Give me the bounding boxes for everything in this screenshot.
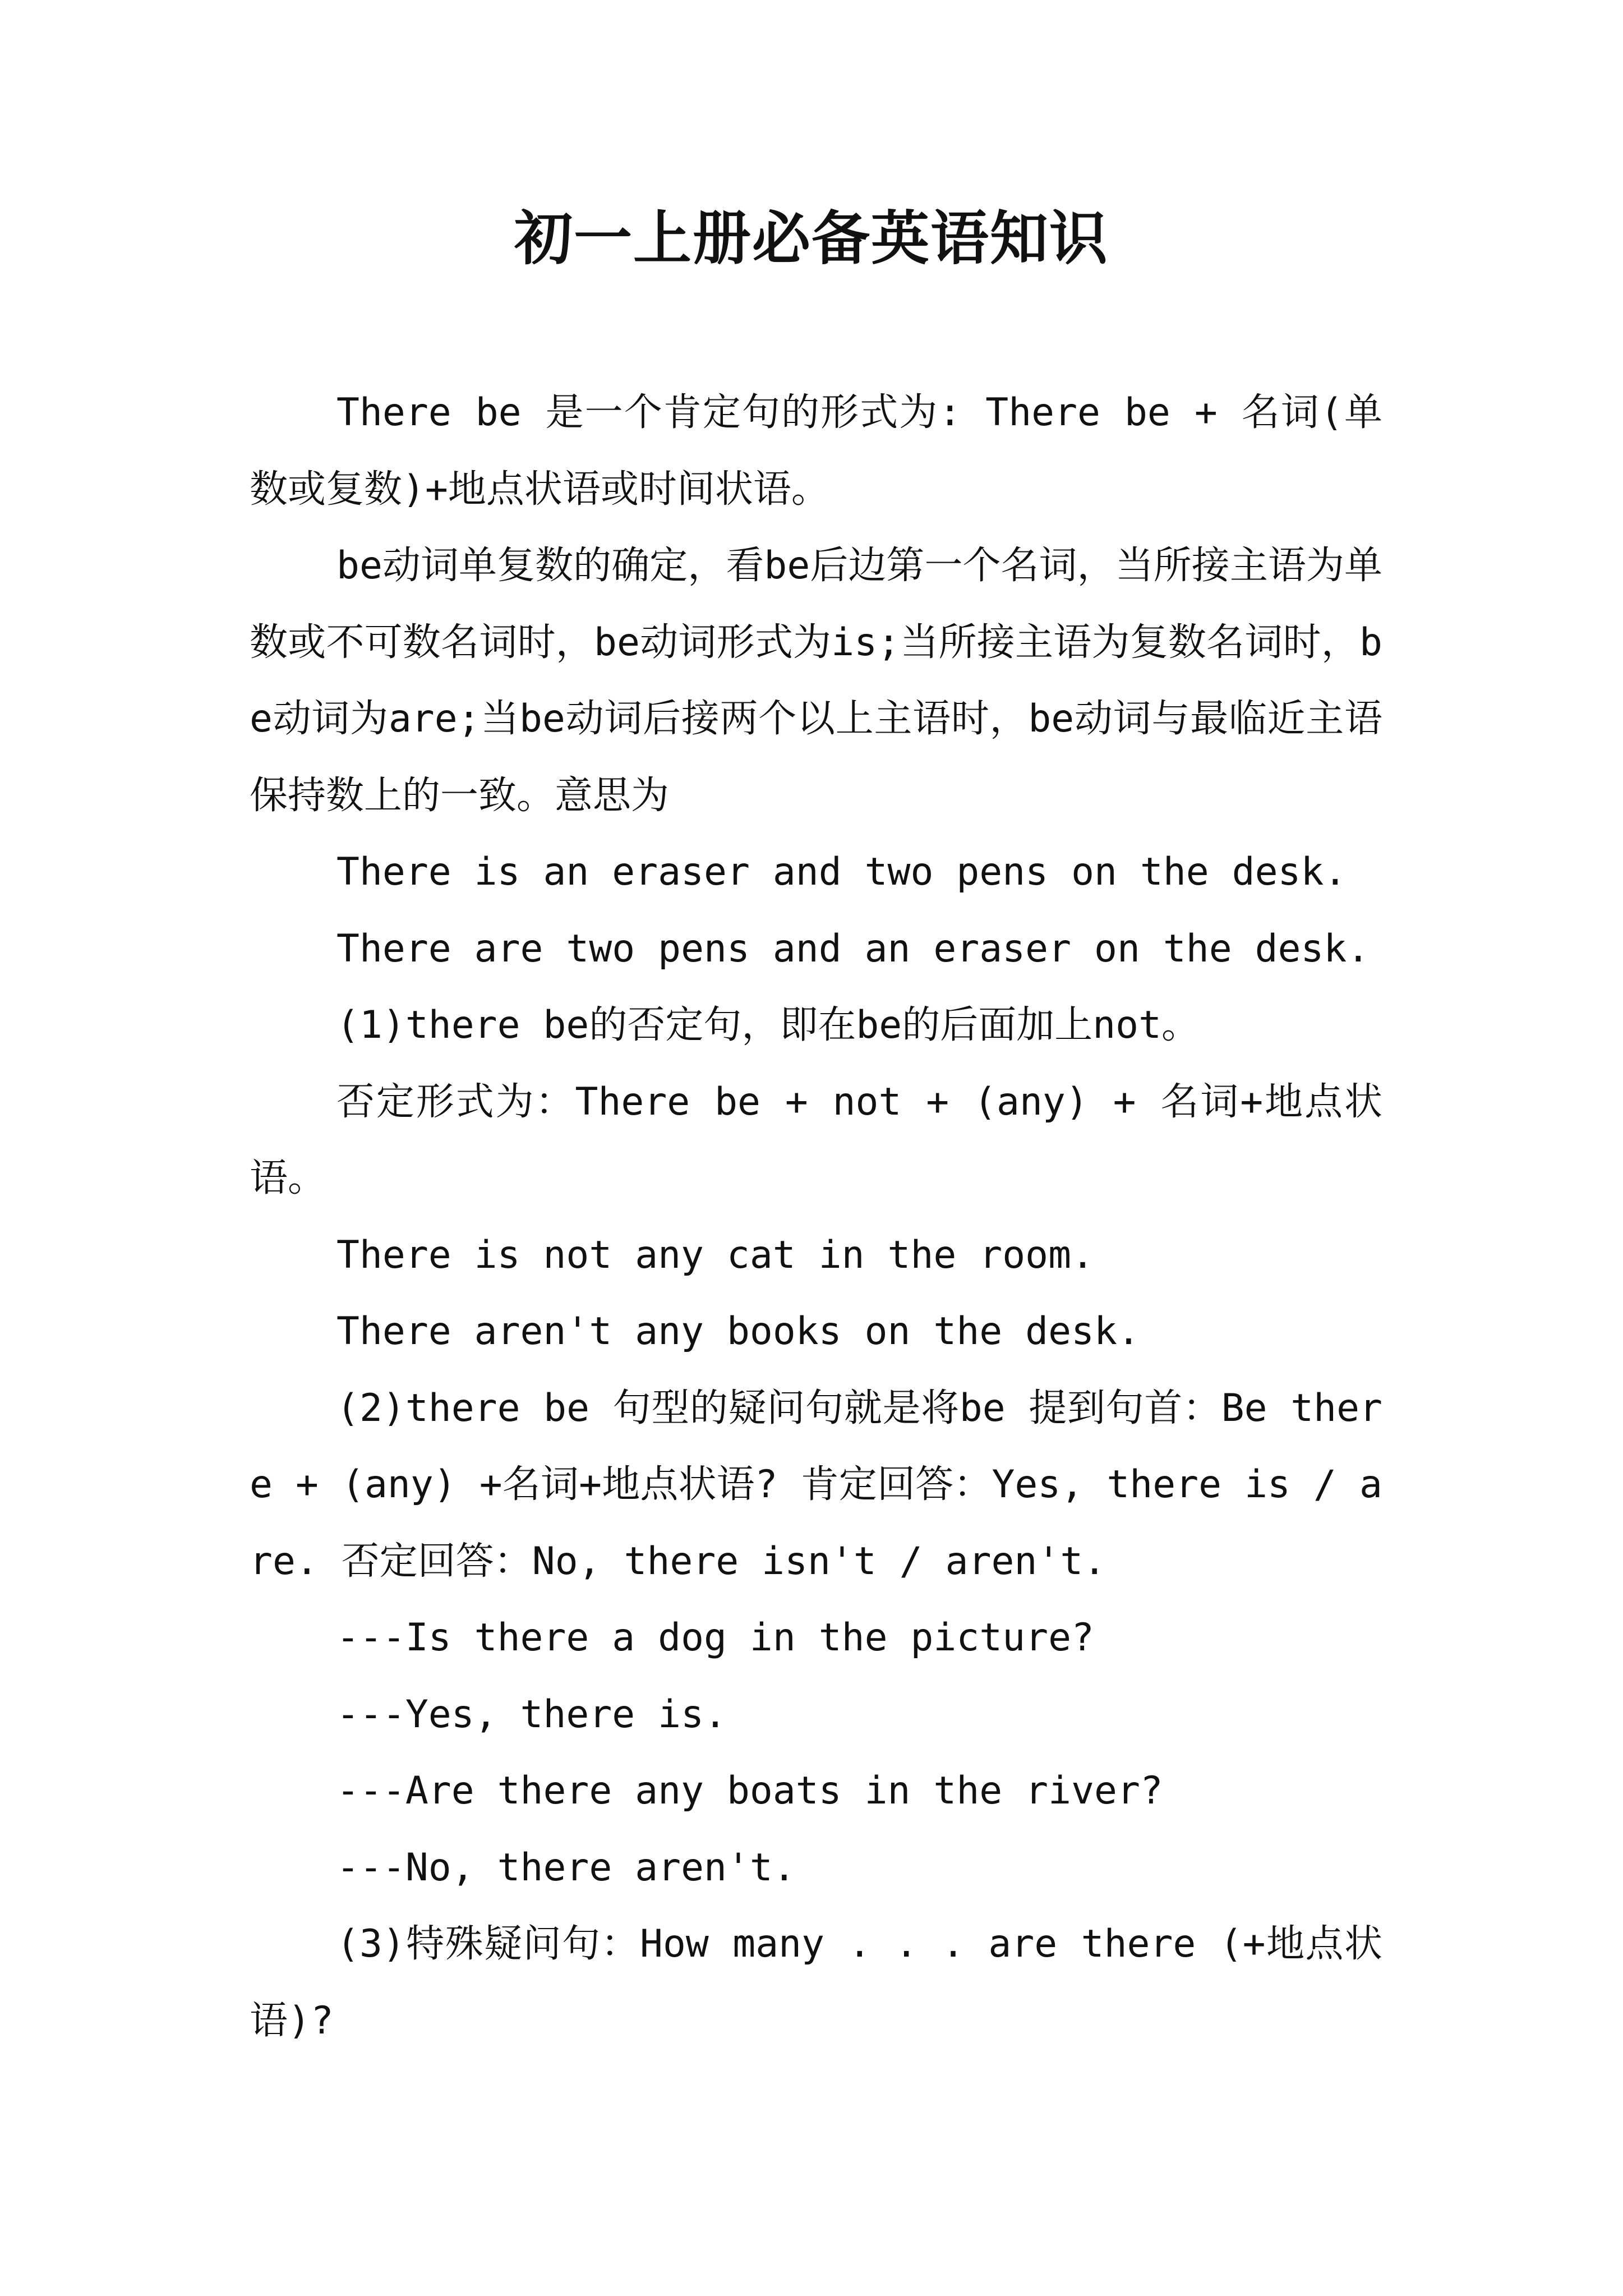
paragraph-there-be-definition: There be 是一个肯定句的形式为: There be + 名词(单数或复数)+地点状语或时间状语。 (250, 390, 1382, 512)
dialogue-line: ---Are there any boats in the river? (336, 1769, 1163, 1813)
dialogue-line: ---Yes, there is. (336, 1692, 727, 1737)
paragraph-negative-form: 否定形式为：There be + not + (any) + 名词+地点状语。 (250, 1079, 1382, 1200)
example-sentence: There is an eraser and two pens on the desk. (336, 850, 1347, 894)
paragraph-negative-rule: (1)there be的否定句，即在be的后面加上not。 (336, 1003, 1200, 1047)
document-title: 初一上册必备英语知识 (514, 204, 1109, 273)
example-sentence: There aren't any books on the desk. (336, 1309, 1140, 1354)
example-sentence: There are two pens and an eraser on the desk. (336, 926, 1370, 971)
document-body (250, 375, 1382, 2059)
dialogue-line: ---No, there aren't. (336, 1845, 796, 1890)
paragraph-special-question: (3)特殊疑问句：How many . . . are there (+地点状语)? (250, 1922, 1382, 2043)
dialogue-line: ---Is there a dog in the picture? (336, 1616, 1095, 1660)
example-sentence: There is not any cat in the room. (336, 1232, 1095, 1277)
paragraph-be-agreement-rule: be动词单复数的确定，看be后边第一个名词，当所接主语为单数或不可数名词时，be动词形式为is;当所接主语为复数名词时，be动词为are;当be动词后接两个以上主语时，be动词与最临近主语保持数上的一致。意思为 (250, 544, 1382, 818)
paragraph-question-rule: (2)there be 句型的疑问句就是将be 提到句首：Be there + (any) +名词+地点状语? 肯定回答：Yes, there is / are. 否定回答：No, there isn't / aren't. (250, 1386, 1382, 1584)
